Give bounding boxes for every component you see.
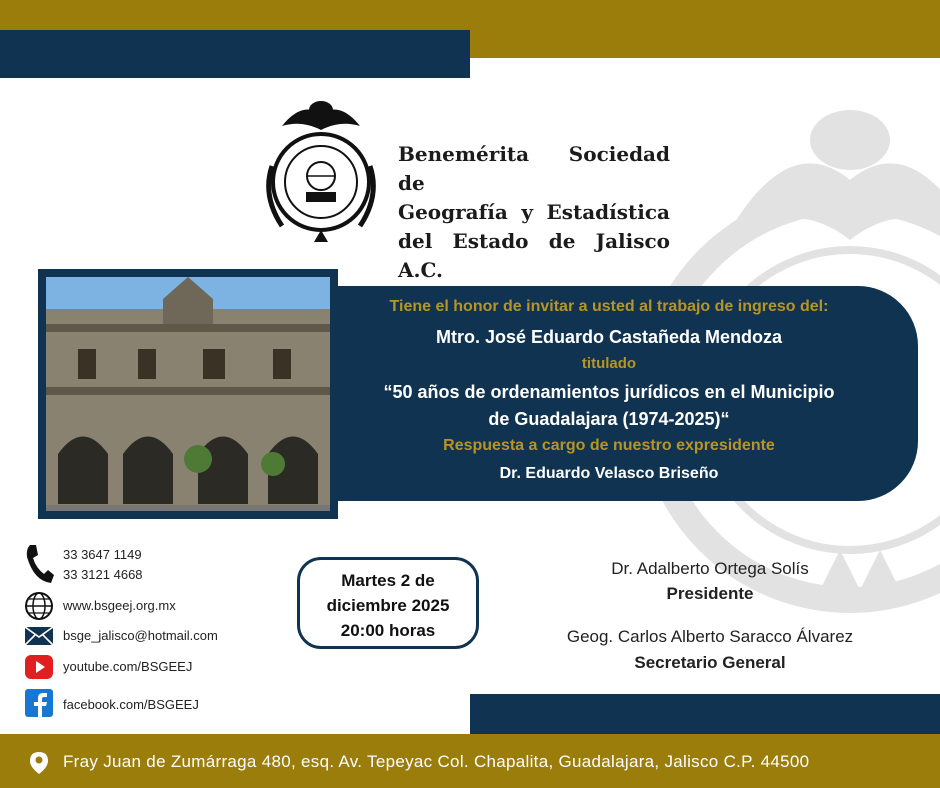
speaker-name: Mtro. José Eduardo Castañeda Mendoza	[435, 327, 783, 347]
location-pin-icon	[29, 751, 49, 775]
phone-number-1: 33 3647 1149	[63, 547, 142, 562]
org-name-line3: del Estado de Jalisco A.C.	[398, 229, 670, 282]
phone-number-2: 33 3121 4668	[63, 567, 143, 582]
top-gold-band	[0, 0, 940, 30]
top-gold-band-right	[470, 30, 940, 58]
lecture-title-line2: de Guadalajara (1974-2025)“	[488, 409, 730, 429]
website-link[interactable]: www.bsgeej.org.mx	[63, 598, 176, 613]
email-link[interactable]: bsge_jalisco@hotmail.com	[63, 628, 218, 643]
event-day: Martes 2 de	[341, 571, 435, 590]
lecture-title-line1: “50 años de ordenamientos jurídicos en el Municipio	[383, 382, 835, 402]
mail-icon	[24, 626, 54, 646]
event-time: 20:00 horas	[340, 621, 436, 640]
phone-icon	[24, 543, 54, 585]
organization-name	[398, 140, 670, 285]
invitation-intro: Tiene el honor de invitar a usted al trabajo de ingreso del:	[389, 298, 829, 315]
org-name-line1: Benemérita Sociedad de	[398, 142, 670, 195]
youtube-icon	[24, 654, 54, 680]
address-text: Fray Juan de Zumárraga 480, esq. Av. Tepeyac Col. Chapalita, Guadalajara, Jalisco C.P. 44500	[63, 752, 810, 771]
titled-label: titulado	[581, 355, 637, 372]
event-date-box	[297, 557, 479, 649]
signatory-2-name: Geog. Carlos Alberto Saracco Álvarez	[566, 627, 854, 646]
signatory-2-role: Secretario General	[634, 653, 786, 672]
signatory-1-role: Presidente	[666, 584, 754, 603]
org-name-line2: Geografía y Estadística	[398, 200, 670, 224]
building-photo-frame	[38, 269, 338, 519]
facebook-icon	[24, 688, 54, 718]
youtube-link[interactable]: youtube.com/BSGEEJ	[63, 659, 193, 674]
building-photo	[38, 269, 338, 519]
event-date: diciembre 2025	[326, 596, 450, 615]
facebook-link[interactable]: facebook.com/BSGEEJ	[63, 697, 199, 712]
respondent-name: Dr. Eduardo Velasco Briseño	[499, 465, 719, 482]
signatory-1-name: Dr. Adalberto Ortega Solís	[611, 559, 809, 578]
globe-icon	[24, 591, 54, 621]
society-seal-logo	[262, 96, 380, 246]
response-label: Respuesta a cargo de nuestro expresidente	[443, 437, 775, 454]
top-navy-band	[0, 30, 470, 78]
